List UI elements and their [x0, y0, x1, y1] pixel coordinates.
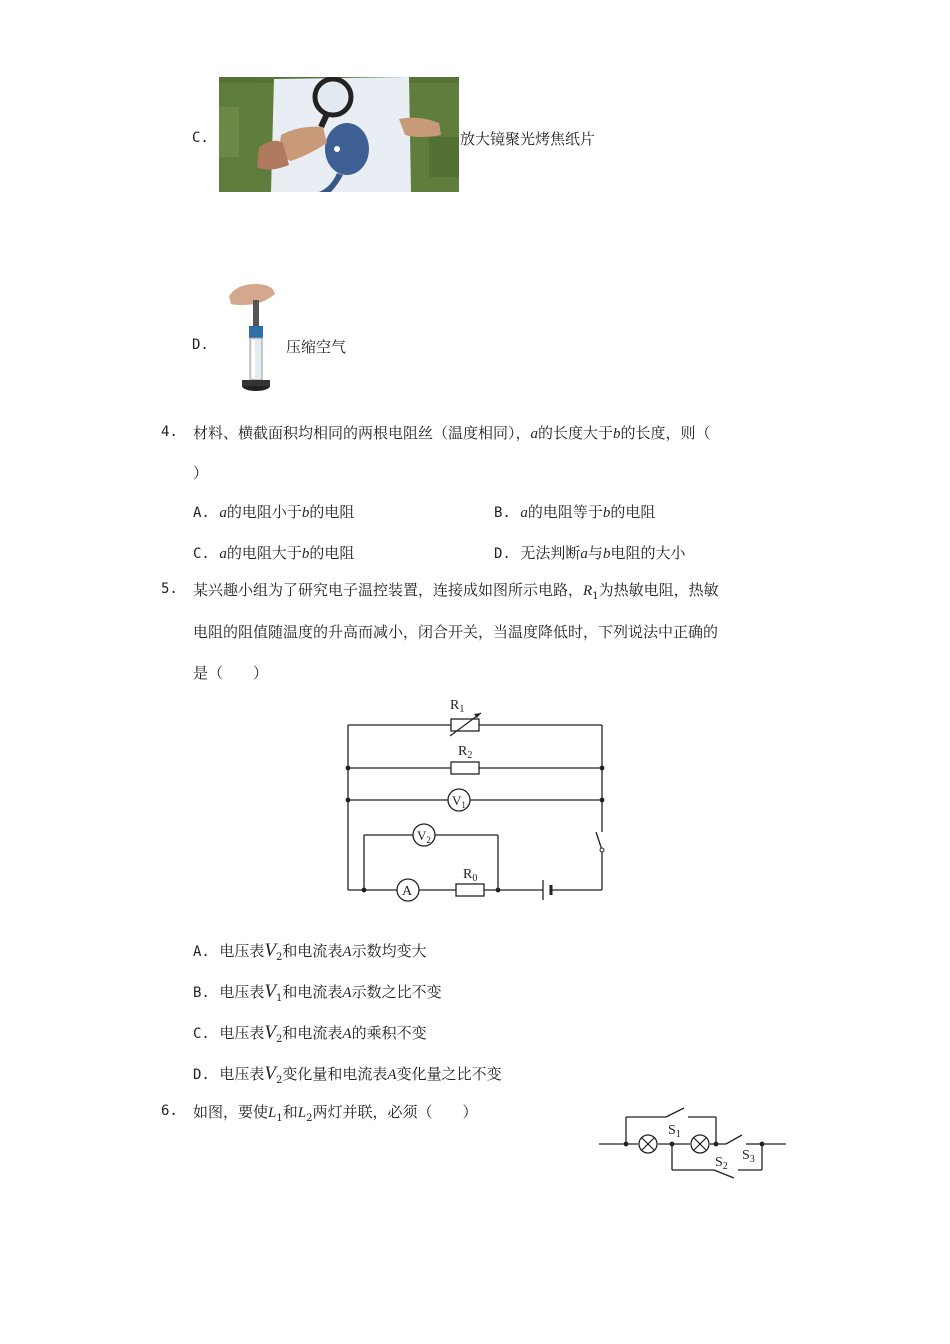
option-d-text: 压缩空气	[286, 338, 347, 356]
q5-option-b[interactable]: B. 电压表$V_1$和电流表A示数之比不变	[193, 981, 442, 1004]
svg-text:R2: $R_2$	[458, 744, 473, 761]
option-d-label: D.	[192, 337, 209, 353]
q4-number: 4.	[161, 424, 178, 440]
option-c-text: 放大镜聚光烤焦纸片	[460, 130, 596, 148]
option-c-label: C.	[192, 130, 209, 146]
svg-text:R0: $R_0$	[463, 867, 478, 884]
q4-option-c[interactable]: C. a的电阻大于b的电阻	[193, 544, 355, 562]
q5-number: 5.	[161, 581, 178, 597]
svg-text:S3: $S_3$	[742, 1148, 755, 1165]
svg-text:S2: $S_2$	[715, 1155, 728, 1172]
q6-circuit-diagram	[596, 1104, 791, 1184]
q5-stem-line3: 是（ ）	[193, 664, 269, 682]
q5-option-d[interactable]: D. 电压表$V_2$变化量和电流表A变化量之比不变	[193, 1063, 502, 1086]
svg-text:S1: $S_1$	[668, 1123, 681, 1140]
svg-text:V2: $V_2$	[417, 828, 431, 845]
q5-stem-line1: 某兴趣小组为了研究电子温控装置，连接成如图所示电路，$R_1$为热敏电阻，热敏	[193, 581, 719, 602]
q6-stem: 如图，要使$L_1$和$L_2$两灯并联，必须（ ）	[193, 1103, 478, 1124]
q4-stem-close: ）	[193, 464, 209, 482]
svg-text:R1: $R_1$	[450, 698, 465, 715]
q4-stem: 材料、横截面积均相同的两根电阻丝（温度相同），a的长度大于b的长度，则（	[193, 424, 711, 442]
svg-text:V1: $V_1$	[452, 793, 466, 810]
q4-option-d[interactable]: D. 无法判断a与b电阻的大小	[494, 544, 686, 562]
q5-stem-line2: 电阻的阻值随温度的升高而减小，闭合开关，当温度降低时，下列说法中正确的	[193, 623, 719, 641]
q5-option-c[interactable]: C. 电压表$V_2$和电流表A的乘积不变	[193, 1022, 427, 1045]
svg-text:A: A	[402, 884, 413, 899]
air-compression-photo	[225, 282, 280, 400]
q5-option-a[interactable]: A. 电压表$V_2$和电流表A示数均变大	[193, 940, 427, 963]
q4-option-b[interactable]: B. a的电阻等于b的电阻	[494, 503, 656, 521]
magnifier-photo	[219, 77, 459, 192]
q6-number: 6.	[161, 1103, 178, 1119]
q5-circuit-diagram	[340, 692, 610, 907]
q4-option-a[interactable]: A. a的电阻小于b的电阻	[193, 503, 355, 521]
